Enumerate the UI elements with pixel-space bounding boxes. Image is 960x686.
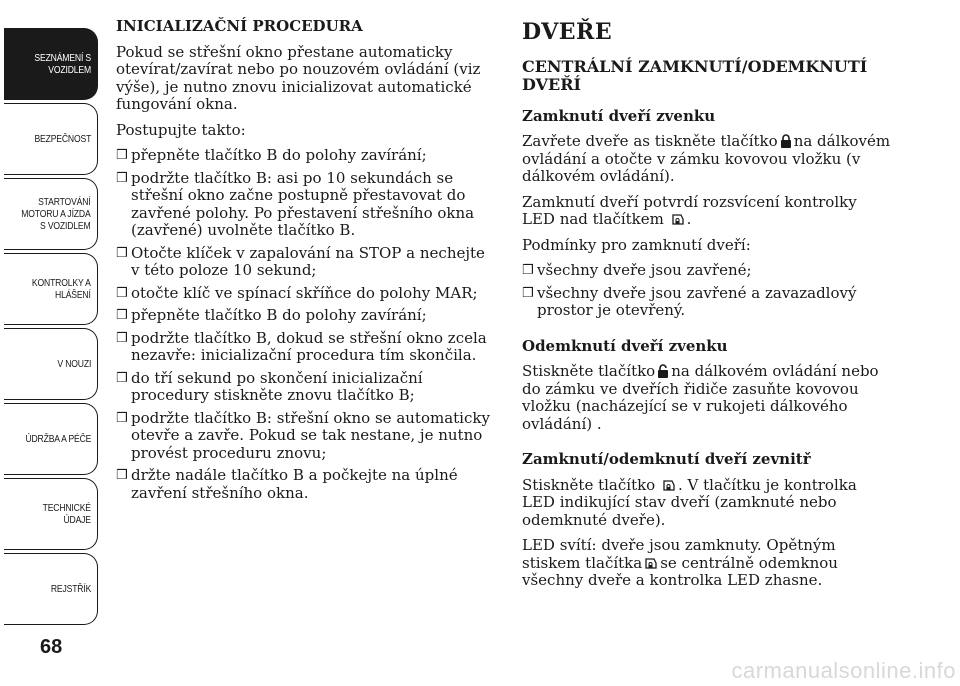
list-item: ❒ všechny dveře jsou zavřené; bbox=[522, 261, 752, 279]
conditions-label: Podmínky pro zamknutí dveří: bbox=[522, 235, 751, 254]
lock-conditions bbox=[522, 262, 892, 320]
tab-label: BEZPEČNOST bbox=[34, 133, 91, 145]
tab-label: REJSTŘÍK bbox=[50, 583, 91, 595]
right-column bbox=[522, 18, 892, 598]
page-title: DVEŘE bbox=[522, 19, 613, 45]
car-door-lock-icon bbox=[662, 478, 676, 492]
list-item: ❒ otočte klíč ve spínací skříňce do polohy MAR; bbox=[116, 283, 478, 302]
list-item: ❒ podržte tlačítko B: asi po 10 sekundách se střešní okno začne postupně přestavovat do zavřené polohy. Po přestavení střešního okna (zavřené) uvolněte tlačítko B. bbox=[116, 168, 475, 239]
padlock-open-icon bbox=[657, 364, 669, 378]
list-item: ❒ držte nadále tlačítko B a počkejte na úplné zavření střešního okna. bbox=[116, 466, 458, 502]
tab-technicke-udaje[interactable] bbox=[4, 478, 98, 550]
chapter-tabs bbox=[0, 0, 104, 640]
tab-seznameni-s-vozidlem[interactable] bbox=[4, 28, 98, 100]
tab-udrzba[interactable] bbox=[4, 403, 98, 475]
checkbox-bullet-icon: ❒ bbox=[116, 468, 128, 483]
steps-label: Postupujte takto: bbox=[116, 120, 246, 139]
section-heading: CENTRÁLNÍ ZAMKNUTÍ/ODEMKNUTÍ DVEŘÍ bbox=[522, 56, 868, 94]
intro-paragraph: Pokud se střešní okno přestane automaticky otevírat/zavírat nebo po nouzovém ovládání (viz výše), je nutno znovu inicializovat automatické fungování okna. bbox=[116, 42, 481, 113]
tab-rejstrik[interactable] bbox=[4, 553, 98, 625]
watermark: carmanualsonline.info bbox=[731, 658, 956, 683]
list-item: ❒ podržte tlačítko B, dokud se střešní okno zcela nezavře: inicializační procedura tím skončila. bbox=[116, 328, 487, 364]
tab-label: TECHNICKÉ ÚDAJE bbox=[42, 502, 91, 526]
checkbox-bullet-icon: ❒ bbox=[116, 170, 128, 186]
car-door-lock-icon bbox=[644, 556, 658, 570]
tab-bezpecnost[interactable] bbox=[4, 103, 98, 175]
tab-label: KONTROLKY A HLÁŠENÍ bbox=[32, 277, 91, 301]
car-door-lock-icon bbox=[671, 212, 685, 226]
paragraph: Stiskněte tlačítko . V tlačítku je kontrolka LED indikující stav dveří (zamknuté nebo odemknuté dveře). bbox=[522, 475, 857, 529]
tab-startovani[interactable] bbox=[4, 178, 98, 250]
checkbox-bullet-icon: ❒ bbox=[116, 245, 128, 261]
checkbox-bullet-icon: ❒ bbox=[116, 370, 128, 386]
list-item: ❒ podržte tlačítko B: střešní okno se automaticky otevře a zavře. Pokud se tak nestane, je nutno provést proceduru znovu; bbox=[116, 408, 490, 462]
subsection-heading: Zamknutí dveří zvenku bbox=[522, 106, 716, 125]
list-item: ❒ všechny dveře jsou zavřené a zavazadlový prostor je otevřený. bbox=[522, 283, 857, 319]
tab-label: SEZNÁMENÍ S VOZIDLEM bbox=[34, 52, 91, 76]
tab-label: V NOUZI bbox=[57, 358, 91, 370]
list-item: ❒ Otočte klíček v zapalování na STOP a nechejte v této poloze 10 sekund; bbox=[116, 243, 485, 279]
section-heading: INICIALIZAČNÍ PROCEDURA bbox=[116, 17, 363, 35]
padlock-icon bbox=[780, 134, 792, 148]
tab-v-nouzi[interactable] bbox=[4, 328, 98, 400]
subsection-heading: Odemknutí dveří zvenku bbox=[522, 336, 728, 355]
paragraph: Stiskněte tlačítko na dálkovém ovládání nebo do zámku ve dveřích řidiče zasuňte kovovou vložku (nacházející se v rukojeti dálkového ovládání) . bbox=[522, 362, 879, 433]
paragraph: Zamknutí dveří potvrdí rozsvícení kontrolky LED nad tlačítkem . bbox=[522, 192, 857, 228]
checkbox-bullet-icon: ❒ bbox=[116, 330, 128, 346]
list-item: ❒ přepněte tlačítko B do polohy zavírání; bbox=[116, 146, 427, 164]
procedure-steps bbox=[116, 147, 496, 502]
tab-kontrolky[interactable] bbox=[4, 253, 98, 325]
tab-label: STARTOVÁNÍ MOTORU A JÍZDA S VOZIDLEM bbox=[21, 196, 91, 232]
page-number: 68 bbox=[40, 636, 63, 658]
list-item: ❒ do tří sekund po skončení inicializační procedury stiskněte znovu tlačítko B; bbox=[116, 368, 423, 404]
list-item: ❒ přepněte tlačítko B do polohy zavírání; bbox=[116, 306, 427, 324]
left-column bbox=[116, 18, 496, 507]
checkbox-bullet-icon: ❒ bbox=[116, 308, 128, 323]
checkbox-bullet-icon: ❒ bbox=[522, 263, 534, 278]
paragraph: Zavřete dveře as tiskněte tlačítko na dálkovém ovládání a otočte v zámku kovovou vložku (v dálkovém ovládání). bbox=[522, 132, 891, 185]
paragraph: LED svítí: dveře jsou zamknuty. Opětným stiskem tlačítka se centrálně odemknou všechny dveře a kontrolka LED zhasne. bbox=[522, 536, 838, 589]
subsection-heading: Zamknutí/odemknutí dveří zevnitř bbox=[522, 450, 811, 468]
checkbox-bullet-icon: ❒ bbox=[522, 285, 534, 301]
tab-label: ÚDRŽBA A PÉČE bbox=[25, 433, 91, 445]
checkbox-bullet-icon: ❒ bbox=[116, 285, 128, 301]
checkbox-bullet-icon: ❒ bbox=[116, 148, 128, 163]
checkbox-bullet-icon: ❒ bbox=[116, 410, 128, 426]
